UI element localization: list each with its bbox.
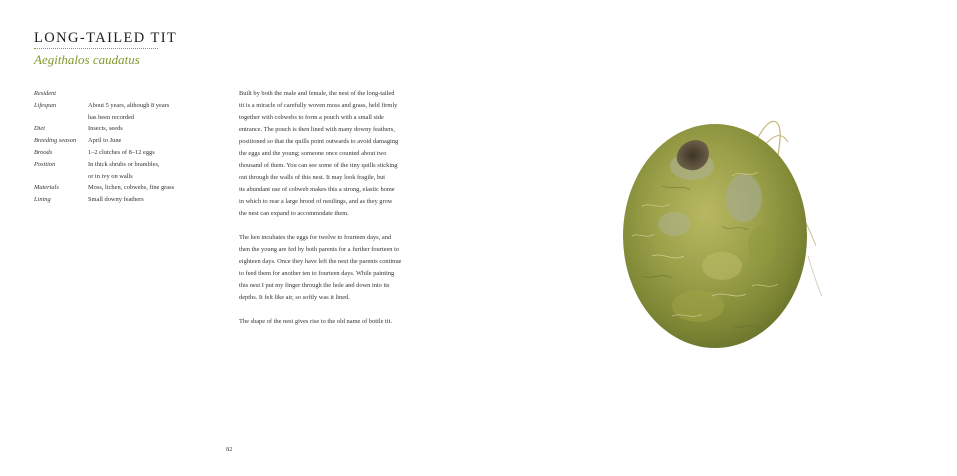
fact-label: Lining bbox=[34, 196, 51, 204]
fact-value bbox=[88, 100, 224, 124]
body-line: the nest can expand to accommodate them. bbox=[239, 210, 349, 217]
nest-illustration bbox=[612, 106, 832, 351]
body-line: its abundant use of cobweb makes this a strong, elastic home bbox=[239, 186, 395, 193]
body-line: eighteen days. Once they have left the nest the parents continue bbox=[239, 258, 402, 265]
fact-row bbox=[34, 182, 224, 194]
fact-value-line: About 5 years, although 8 years bbox=[88, 101, 170, 109]
body-line: to feed them for another ten to fourteen days. While painting bbox=[239, 270, 395, 277]
fact-row bbox=[34, 100, 224, 124]
fact-row bbox=[34, 135, 224, 147]
fact-value bbox=[88, 88, 224, 100]
fact-value-line: or in ivy on walls bbox=[88, 172, 133, 180]
body-line: together with cobwebs to form a pouch with a small side bbox=[239, 114, 384, 121]
body-line: thousand of them. You can see some of the tiny quills sticking bbox=[239, 162, 398, 169]
fact-label: Materials bbox=[34, 184, 59, 192]
fact-value-line: April to June bbox=[88, 137, 122, 145]
body-line: in which to rear a large brood of nestlings, and as they grow bbox=[239, 198, 393, 205]
body-paragraph bbox=[239, 232, 439, 304]
body-line: depths. It felt like air, so softly was it lined. bbox=[239, 294, 350, 301]
page-title: LONG-TAILED TIT bbox=[34, 30, 178, 46]
fact-value-line: has been recorded bbox=[88, 113, 135, 121]
fact-value bbox=[88, 147, 224, 159]
body-text bbox=[239, 88, 439, 340]
body-line: tit is a miracle of carefully woven moss and grass, held firmly bbox=[239, 102, 398, 109]
fact-row bbox=[34, 123, 224, 135]
body-line: out through the walls of this nest. It may look fragile, but bbox=[239, 174, 386, 181]
body-line: The hen incubates the eggs for twelve to fourteen days, and bbox=[239, 234, 392, 241]
page-number: 82 bbox=[226, 446, 233, 453]
body-paragraph bbox=[239, 88, 439, 220]
fact-value bbox=[88, 135, 224, 147]
body-line: Built by both the male and female, the nest of the long-tailed bbox=[239, 90, 395, 97]
fact-value-line: In thick shrubs or brambles, bbox=[88, 160, 160, 168]
fact-value-line: Moss, lichen, cobwebs, fine grass bbox=[88, 184, 175, 192]
fact-label: Breeding season bbox=[34, 137, 77, 145]
fact-row bbox=[34, 159, 224, 183]
fact-row bbox=[34, 147, 224, 159]
fact-value bbox=[88, 123, 224, 135]
title-divider bbox=[34, 48, 158, 49]
fact-label: Diet bbox=[34, 125, 46, 133]
fact-value-line: Insects, seeds bbox=[88, 125, 123, 133]
fact-value bbox=[88, 182, 224, 194]
fact-list bbox=[34, 88, 224, 206]
fact-value bbox=[88, 159, 224, 183]
body-line: entrance. The pouch is then lined with many downy feathers, bbox=[239, 126, 395, 133]
fact-value-line: 1–2 clutches of 8–12 eggs bbox=[88, 148, 155, 156]
body-line: positioned so that the quills point outwards to avoid damaging bbox=[239, 138, 399, 145]
fact-row bbox=[34, 88, 224, 100]
fact-label: Position bbox=[34, 160, 56, 168]
fact-label: Broods bbox=[34, 148, 53, 156]
fact-label: Resident bbox=[34, 90, 57, 97]
body-line: The shape of the nest gives rise to the old name of bottle tit. bbox=[239, 318, 392, 325]
body-line: the eggs and the young; someone once counted about two bbox=[239, 150, 387, 157]
fact-row bbox=[34, 194, 224, 206]
fact-value bbox=[88, 194, 224, 206]
fact-label: Lifespan bbox=[34, 101, 57, 109]
latin-name: Aegithalos caudatus bbox=[34, 52, 140, 67]
fact-value-line: Small downy feathers bbox=[88, 196, 144, 204]
body-line: then the young are fed by both parents for a further fourteen to bbox=[239, 246, 400, 253]
body-line: this nest I put my finger through the hole and down into its bbox=[239, 282, 390, 289]
body-paragraph bbox=[239, 316, 439, 328]
